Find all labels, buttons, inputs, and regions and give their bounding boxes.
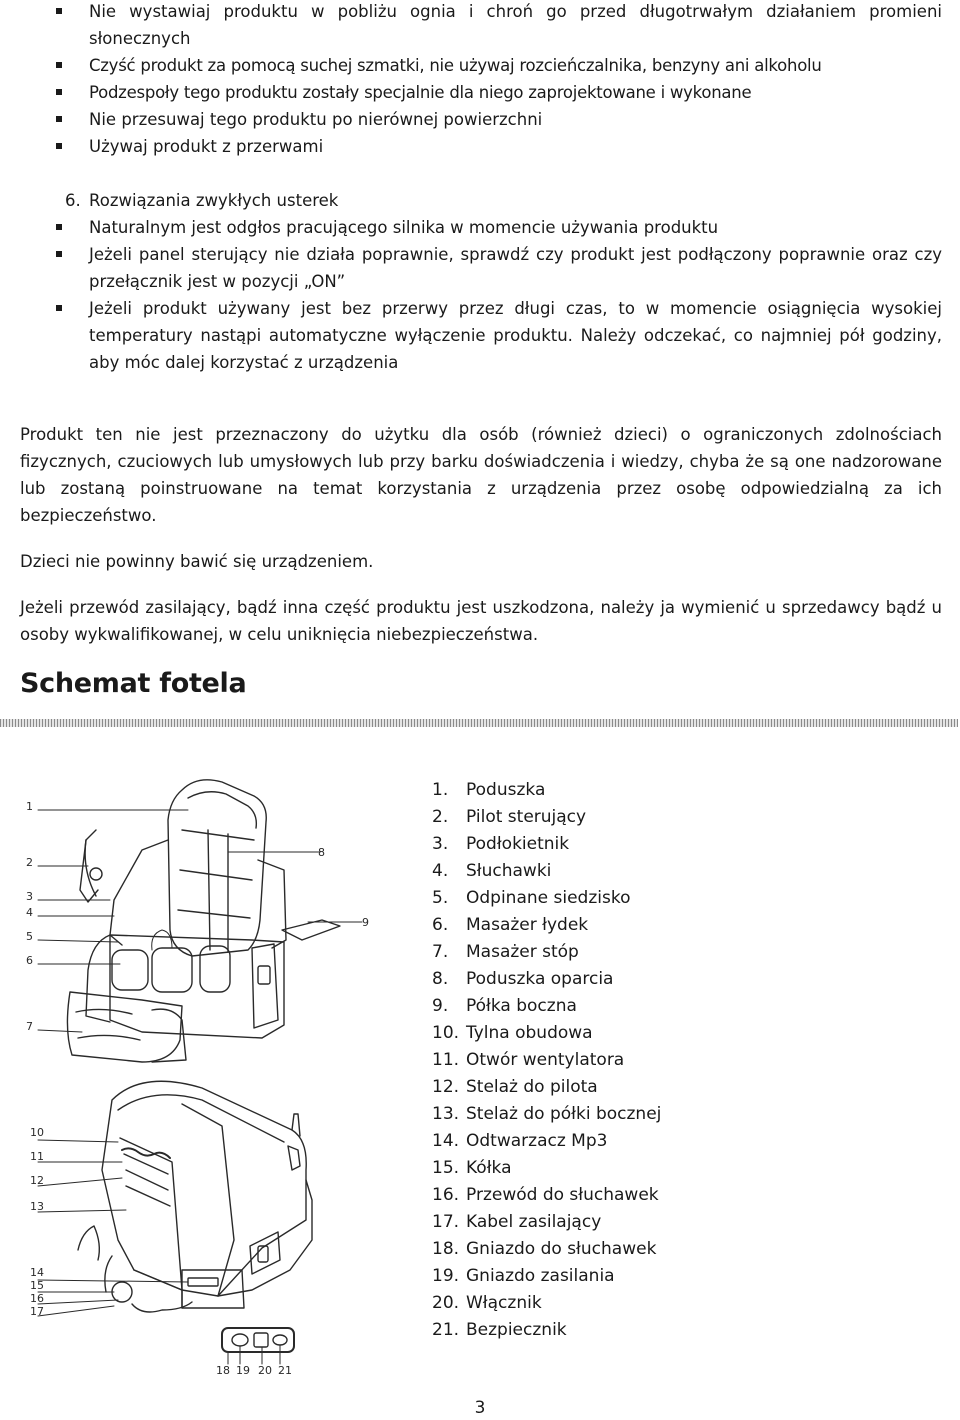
usage-bullet-list [56, 0, 942, 160]
parts-list-item: 5. Odpinane siedzisko [432, 888, 631, 908]
callout-5: 5 [26, 930, 33, 943]
section-number: 6. [65, 191, 81, 210]
parts-list-item: 14. Odtwarzacz Mp3 [432, 1131, 608, 1151]
parts-list-item: 4. Słuchawki [432, 861, 552, 881]
chair-back-illustration [78, 1081, 312, 1312]
callout-14: 14 [30, 1266, 44, 1279]
usage-bullet: Podzespoły tego produktu zostały specjalnie dla niego zaprojektowane i wykonane [56, 79, 942, 106]
parts-list-item: 6. Masażer łydek [432, 915, 589, 935]
callout-3: 3 [26, 890, 33, 903]
callout-17: 17 [30, 1305, 44, 1318]
schema-title: Schemat fotela [20, 668, 247, 699]
callout-16: 16 [30, 1292, 44, 1305]
parts-list-item: 9. Półka boczna [432, 996, 577, 1016]
parts-list-item: 7. Masażer stóp [432, 942, 579, 962]
callout-6: 6 [26, 954, 33, 967]
parts-list-item: 1. Poduszka [432, 780, 546, 800]
parts-list-item: 18. Gniazdo do słuchawek [432, 1239, 657, 1259]
parts-list-item: 8. Poduszka oparcia [432, 969, 614, 989]
troubleshooting-bullet: Jeżeli panel sterujący nie działa poprawnie, sprawdź czy produkt jest podłączony poprawnie oraz czy przełącznik jest w pozycji „ON” [56, 241, 942, 295]
usage-bullet: Nie przesuwaj tego produktu po nierównej powierzchni [56, 106, 942, 133]
parts-list-item: 3. Podłokietnik [432, 834, 570, 854]
control-panel-detail [222, 1328, 294, 1364]
callout-18: 18 [216, 1364, 230, 1377]
damaged-cable-paragraph: Jeżeli przewód zasilający, bądź inna część produktu jest uszkodzona, należy ja wymienić u sprzedawcy bądź u osoby wykwalifikowanej, w celu uniknięcia niebezpieczeństwa. [20, 598, 942, 644]
parts-list-item: 17. Kabel zasilający [432, 1212, 602, 1232]
section-heading [65, 187, 338, 214]
callout-12: 12 [30, 1174, 44, 1187]
parts-list-item: 2. Pilot sterujący [432, 807, 587, 827]
heading-rule [0, 719, 958, 727]
chair-diagram [22, 770, 382, 1380]
parts-list-item: 11. Otwór wentylatora [432, 1050, 625, 1070]
callout-19: 19 [236, 1364, 250, 1377]
safety-paragraph: Produkt ten nie jest przeznaczony do użytku dla osób (również dzieci) o ograniczonych zdolnościach fizycznych, czuciowych lub umysłowych lub przy barku doświadczenia i wiedzy, chyba że są one nadzorowane lub zostaną poinstruowane na temat korzystania z urządzenia przez osobę odpowiedzialną za ich bezpieczeństwo. [20, 425, 942, 525]
chair-front-illustration [67, 780, 340, 1062]
section-title: Rozwiązania zwykłych usterek [89, 191, 339, 210]
parts-list-item: 20. Włącznik [432, 1293, 542, 1313]
troubleshooting-bullet: Naturalnym jest odgłos pracującego silnika w momencie używania produktu [56, 214, 942, 241]
parts-list-item: 21. Bezpiecznik [432, 1320, 567, 1340]
usage-bullet: Czyść produkt za pomocą suchej szmatki, nie używaj rozcieńczalnika, benzyny ani alkoholu [56, 52, 942, 79]
parts-list-item: 15. Kółka [432, 1158, 512, 1178]
callout-8: 8 [318, 846, 325, 859]
parts-list-item: 19. Gniazdo zasilania [432, 1266, 615, 1286]
callout-4: 4 [26, 906, 33, 919]
parts-list-item: 12. Stelaż do pilota [432, 1077, 598, 1097]
page-number: 3 [474, 1398, 486, 1418]
troubleshooting-bullet: Jeżeli produkt używany jest bez przerwy przez długi czas, to w momencie osiągnięcia wysokiej temperatury nastąpi automatyczne wyłączenie produktu. Należy odczekać, co najmniej pół godziny, aby móc dalej korzystać z urządzenia [56, 295, 942, 376]
callout-11: 11 [30, 1150, 44, 1163]
usage-bullet: Nie wystawiaj produktu w pobliżu ognia i chroń go przed długotrwałym działaniem promieni słonecznych [56, 0, 942, 52]
callout-13: 13 [30, 1200, 44, 1213]
callout-9: 9 [362, 916, 369, 929]
callout-2: 2 [26, 856, 33, 869]
children-paragraph: Dzieci nie powinny bawić się urządzeniem. [20, 552, 374, 571]
callout-7: 7 [26, 1020, 33, 1033]
parts-list-item: 10. Tylna obudowa [432, 1023, 593, 1043]
troubleshooting-bullet-list [56, 214, 942, 376]
callout-10: 10 [30, 1126, 44, 1139]
parts-list-item: 13. Stelaż do półki bocznej [432, 1104, 662, 1124]
usage-bullet: Używaj produkt z przerwami [56, 133, 942, 160]
callout-21: 21 [278, 1364, 292, 1377]
parts-list [432, 777, 661, 1344]
callout-20: 20 [258, 1364, 272, 1377]
callout-15: 15 [30, 1279, 44, 1292]
parts-list-item: 16. Przewód do słuchawek [432, 1185, 659, 1205]
callout-1: 1 [26, 800, 33, 813]
